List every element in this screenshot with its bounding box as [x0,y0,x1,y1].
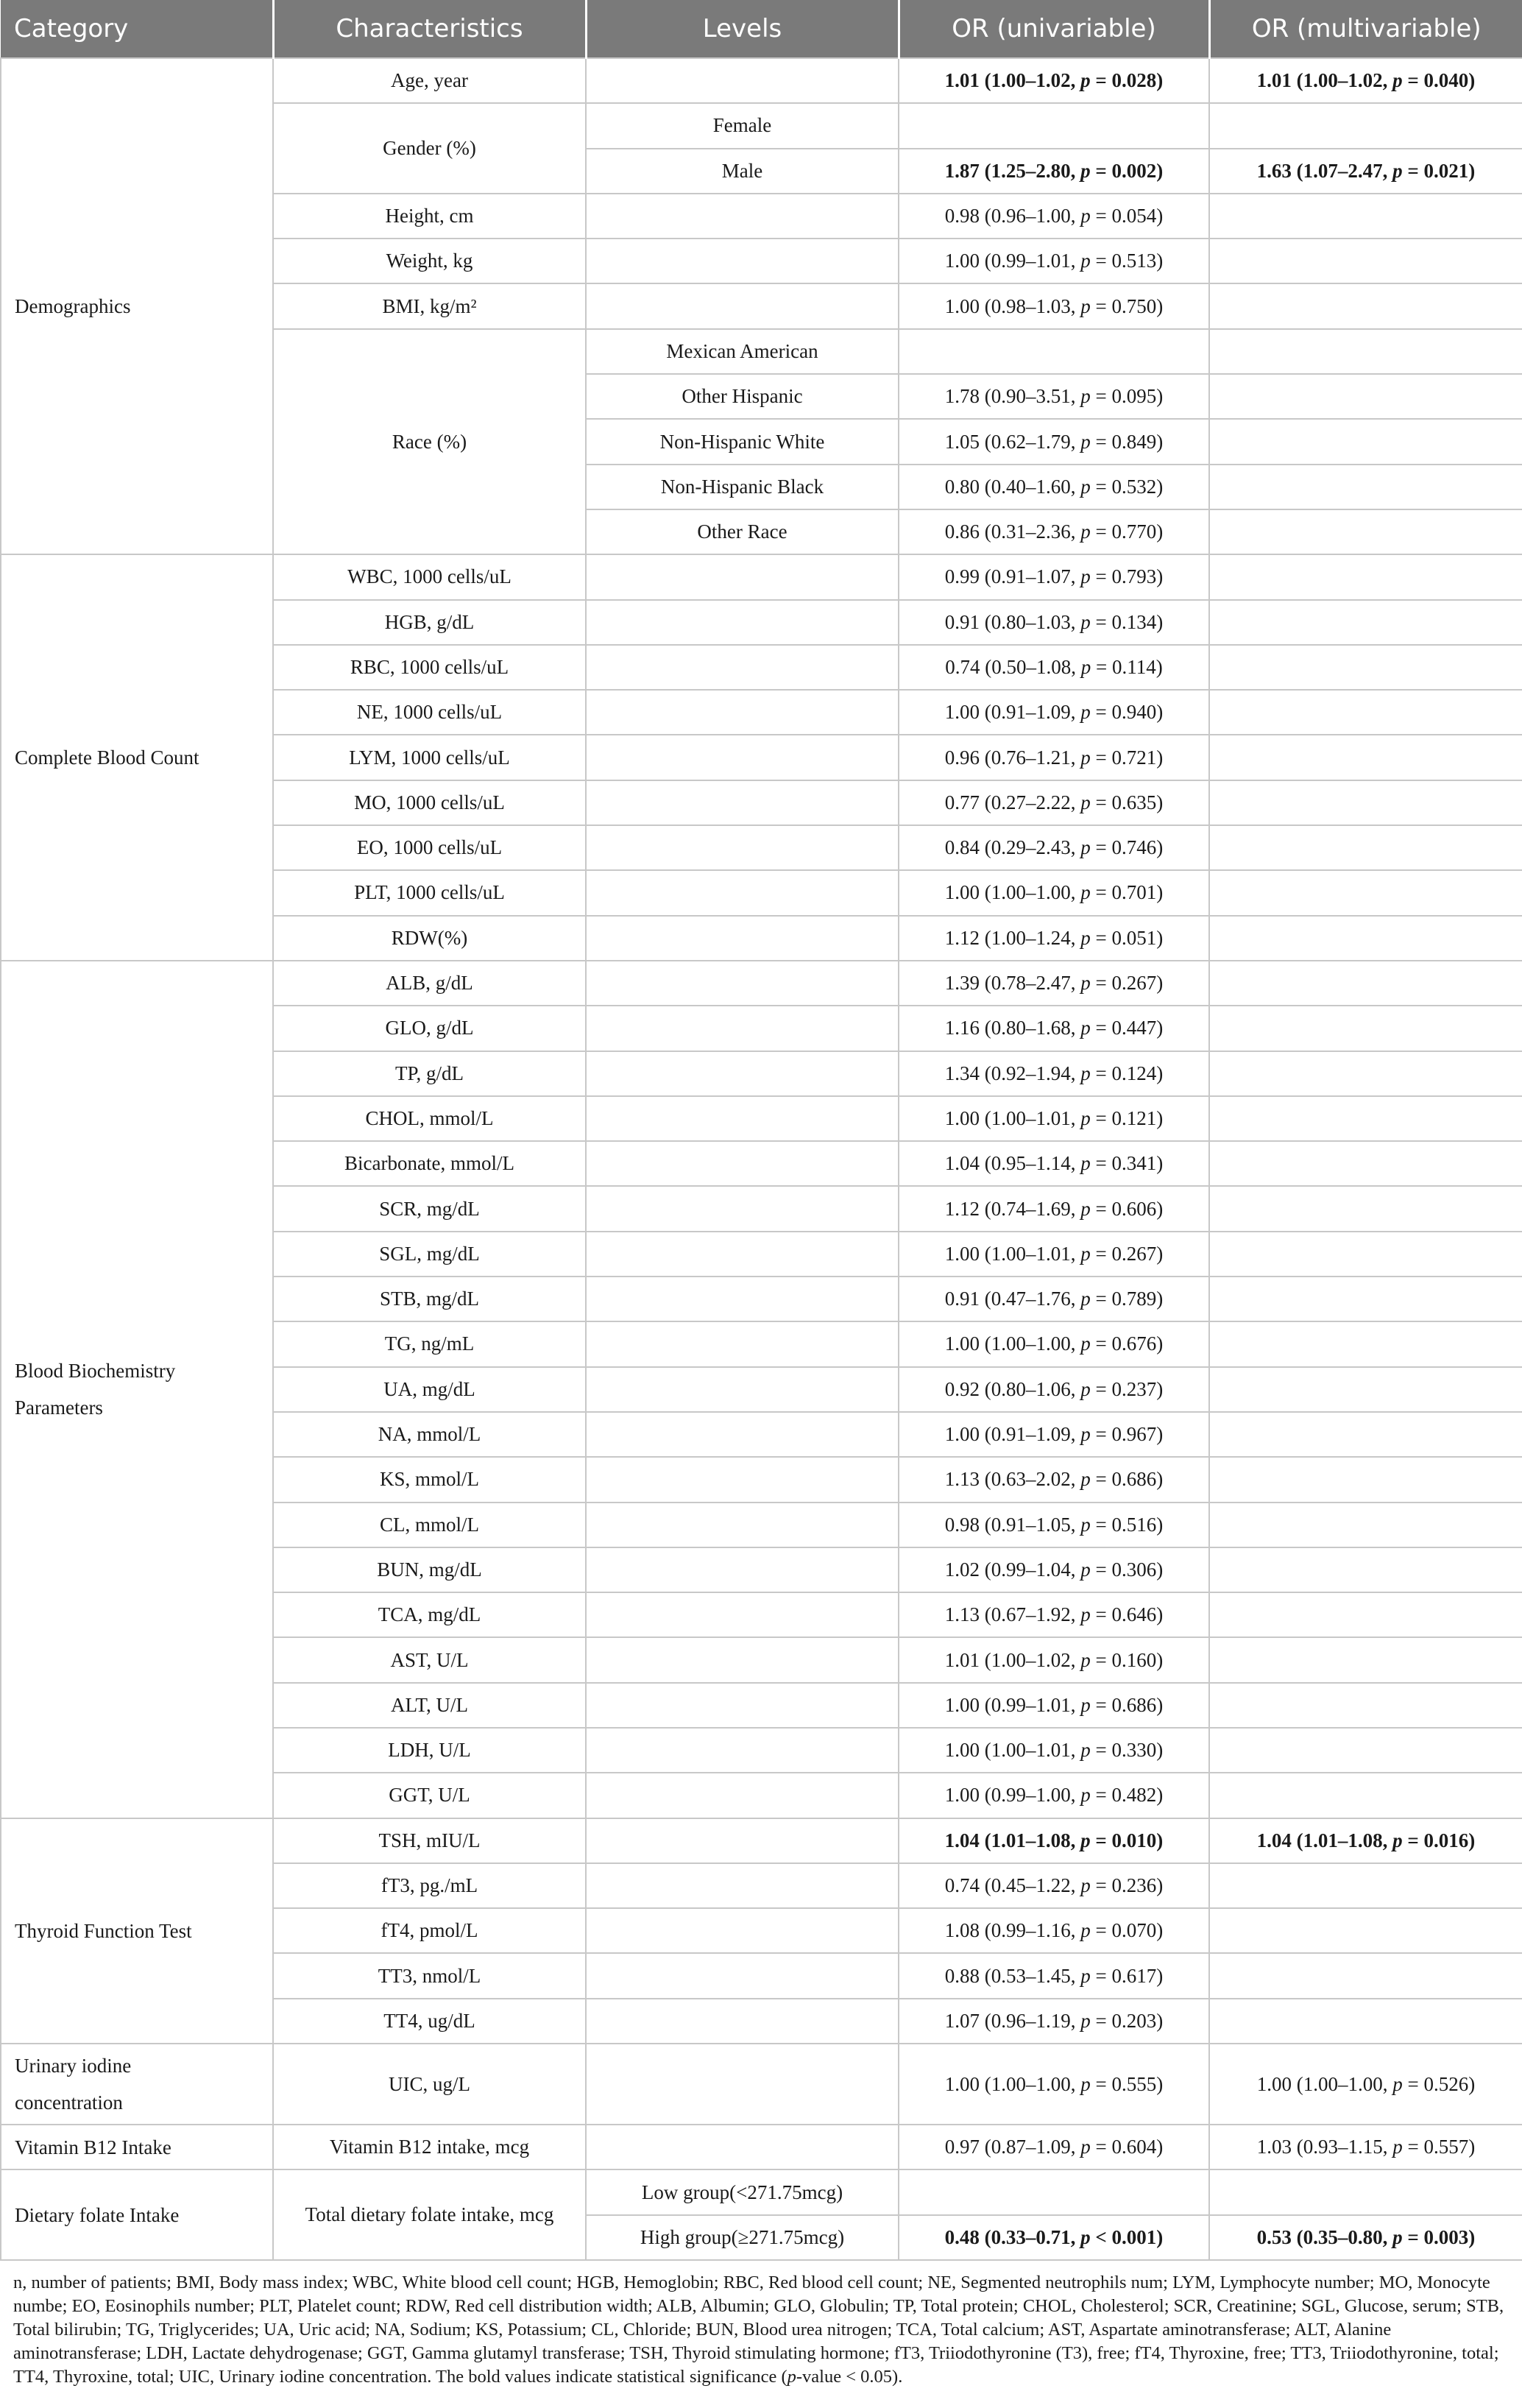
header-or-univariable: OR (univariable) [899,0,1209,58]
table-row [1,58,1522,103]
level [586,1006,899,1051]
level [586,1818,899,1863]
table-row [1,2125,1522,2169]
or-univariable: 1.13 (0.63–2.02, p = 0.686) [899,1457,1209,1502]
table-row [1,554,1522,599]
category-vitamin-b12: Vitamin B12 Intake [1,2125,273,2169]
level: Other Hispanic [586,374,899,419]
level: Other Race [586,509,899,554]
or-multivariable [1209,374,1522,419]
or-univariable: 1.78 (0.90–3.51, p = 0.095) [899,374,1209,419]
level [586,1141,899,1186]
or-univariable: 1.16 (0.80–1.68, p = 0.447) [899,1006,1209,1051]
level [586,690,899,735]
or-univariable: 1.00 (0.99–1.01, p = 0.686) [899,1683,1209,1728]
level: Female [586,103,899,148]
level: Non-Hispanic Black [586,465,899,509]
or-univariable: 0.88 (0.53–1.45, p = 0.617) [899,1953,1209,1998]
or-multivariable [1209,1999,1522,2044]
or-univariable: 1.00 (1.00–1.00, p = 0.555) [899,2044,1209,2125]
or-univariable: 1.12 (1.00–1.24, p = 0.051) [899,916,1209,961]
characteristic: PLT, 1000 cells/uL [273,870,586,915]
category-demographics: Demographics [1,58,273,554]
characteristic: TT4, ug/dL [273,1999,586,2044]
or-multivariable: 1.63 (1.07–2.47, p = 0.021) [1209,149,1522,194]
level [586,1999,899,2044]
characteristic: Gender (%) [273,103,586,194]
characteristic: Height, cm [273,194,586,239]
or-univariable: 0.92 (0.80–1.06, p = 0.237) [899,1367,1209,1412]
level [586,58,899,103]
or-univariable: 1.01 (1.00–1.02, p = 0.028) [899,58,1209,103]
level: Mexican American [586,329,899,374]
or-univariable [899,103,1209,148]
or-univariable: 1.87 (1.25–2.80, p = 0.002) [899,149,1209,194]
or-multivariable [1209,1367,1522,1412]
or-multivariable [1209,419,1522,464]
characteristic: Vitamin B12 intake, mcg [273,2125,586,2169]
characteristic: UA, mg/dL [273,1367,586,1412]
or-multivariable [1209,916,1522,961]
table-row [1,2169,1522,2214]
or-univariable: 0.96 (0.76–1.21, p = 0.721) [899,735,1209,780]
level [586,1592,899,1637]
level [586,870,899,915]
level [586,1953,899,1998]
or-multivariable [1209,103,1522,148]
footnote-p-italic: p [787,2366,796,2387]
level [586,1096,899,1141]
or-multivariable [1209,690,1522,735]
or-univariable: 1.00 (1.00–1.00, p = 0.676) [899,1321,1209,1366]
category-urinary-iodine [1,2044,273,2125]
or-univariable: 1.00 (0.99–1.00, p = 0.482) [899,1773,1209,1818]
header-or-multivariable: OR (multivariable) [1209,0,1522,58]
characteristic: Age, year [273,58,586,103]
or-univariable: 0.77 (0.27–2.22, p = 0.635) [899,780,1209,825]
or-univariable: 0.74 (0.45–1.22, p = 0.236) [899,1863,1209,1908]
level [586,2125,899,2169]
or-multivariable [1209,1637,1522,1682]
table-footnote [0,2261,1522,2389]
or-univariable: 0.98 (0.91–1.05, p = 0.516) [899,1503,1209,1547]
or-multivariable [1209,1006,1522,1051]
level: Low group(<271.75mcg) [586,2169,899,2214]
or-multivariable [1209,1728,1522,1773]
characteristic: Total dietary folate intake, mcg [273,2169,586,2260]
level [586,1863,899,1908]
level [586,1547,899,1592]
or-univariable: 1.39 (0.78–2.47, p = 0.267) [899,961,1209,1006]
or-multivariable: 1.00 (1.00–1.00, p = 0.526) [1209,2044,1522,2125]
characteristic: BUN, mg/dL [273,1547,586,1592]
characteristic: RBC, 1000 cells/uL [273,645,586,690]
level [586,1277,899,1321]
or-univariable: 1.34 (0.92–1.94, p = 0.124) [899,1051,1209,1096]
or-multivariable: 0.53 (0.35–0.80, p = 0.003) [1209,2215,1522,2260]
characteristic: RDW(%) [273,916,586,961]
or-multivariable [1209,1232,1522,1277]
or-multivariable [1209,1683,1522,1728]
footnote-text: n, number of patients; BMI, Body mass index; WBC, White blood cell count; HGB, Hemoglobin; RBC, Red blood cell count; NE, Segmented neutrophils num; LYM, Lymphocyte number; MO, Monocyte numbe; EO, Eosinophils number; PLT, Platelet count; RDW, Red cell distribution width; ALB, Albumin; GLO, Globulin; TP, Total protein; CHOL, Cholesterol; SCR, Creatinine; SGL, Glucose, serum; STB, Total bilirubin; TG, Triglycerides; UA, Uric acid; NA, Sodium; KS, Potassium; CL, Chloride; BUN, Blood urea nitrogen; TCA, Total calcium; AST, Aspartate aminotransferase; ALT, Alanine aminotransferase; LDH, Lactate dehydrogenase; GGT, Gamma glutamyl transferase; TSH, Thyroid stimulating hormone; fT3, Triiodothyronine (T3), free; fT4, Thyroxine, free; TT3, Triiodothyronine, total; TT4, Thyroxine, total; UIC, Urinary iodine concentration. The bold values indicate statistical significance ( [13,2272,1504,2387]
or-univariable: 0.86 (0.31–2.36, p = 0.770) [899,509,1209,554]
level [586,1051,899,1096]
or-univariable: 0.74 (0.50–1.08, p = 0.114) [899,645,1209,690]
or-univariable: 1.01 (1.00–1.02, p = 0.160) [899,1637,1209,1682]
characteristic: UIC, ug/L [273,2044,586,2125]
level [586,825,899,870]
characteristic: CL, mmol/L [273,1503,586,1547]
characteristic: NE, 1000 cells/uL [273,690,586,735]
characteristic: KS, mmol/L [273,1457,586,1502]
or-univariable: 1.05 (0.62–1.79, p = 0.849) [899,419,1209,464]
characteristic: AST, U/L [273,1637,586,1682]
level [586,916,899,961]
or-multivariable: 1.03 (0.93–1.15, p = 0.557) [1209,2125,1522,2169]
characteristic: Race (%) [273,329,586,554]
or-univariable: 0.99 (0.91–1.07, p = 0.793) [899,554,1209,599]
or-univariable: 0.98 (0.96–1.00, p = 0.054) [899,194,1209,239]
or-multivariable [1209,1321,1522,1366]
level [586,283,899,328]
or-univariable: 0.80 (0.40–1.60, p = 0.532) [899,465,1209,509]
or-multivariable [1209,780,1522,825]
or-multivariable [1209,1096,1522,1141]
characteristic: ALT, U/L [273,1683,586,1728]
or-univariable: 0.91 (0.47–1.76, p = 0.789) [899,1277,1209,1321]
or-multivariable [1209,2169,1522,2214]
level: Male [586,149,899,194]
level [586,1773,899,1818]
level [586,1321,899,1366]
category-dietary-folate: Dietary folate Intake [1,2169,273,2260]
level [586,1637,899,1682]
or-univariable: 1.02 (0.99–1.04, p = 0.306) [899,1547,1209,1592]
or-univariable: 1.00 (1.00–1.01, p = 0.267) [899,1232,1209,1277]
characteristic: Bicarbonate, mmol/L [273,1141,586,1186]
characteristic: WBC, 1000 cells/uL [273,554,586,599]
characteristic: TG, ng/mL [273,1321,586,1366]
or-multivariable: 1.04 (1.01–1.08, p = 0.016) [1209,1818,1522,1863]
level [586,194,899,239]
category-line: concentration [15,2091,123,2114]
or-univariable: 1.00 (1.00–1.01, p = 0.330) [899,1728,1209,1773]
table-row [1,1818,1522,1863]
or-multivariable [1209,465,1522,509]
level [586,1683,899,1728]
or-univariable: 1.00 (0.98–1.03, p = 0.750) [899,283,1209,328]
or-multivariable [1209,283,1522,328]
header-row [1,0,1522,58]
or-univariable: 0.48 (0.33–0.71, p < 0.001) [899,2215,1209,2260]
or-multivariable [1209,1277,1522,1321]
or-univariable: 1.00 (0.91–1.09, p = 0.940) [899,690,1209,735]
level: High group(≥271.75mcg) [586,2215,899,2260]
characteristic: fT4, pmol/L [273,1908,586,1953]
characteristic: TCA, mg/dL [273,1592,586,1637]
or-multivariable [1209,1908,1522,1953]
level [586,1457,899,1502]
level [586,780,899,825]
characteristic: STB, mg/dL [273,1277,586,1321]
or-multivariable [1209,961,1522,1006]
or-multivariable [1209,1547,1522,1592]
or-univariable [899,2169,1209,2214]
category-line: Urinary iodine [15,2055,132,2077]
or-univariable: 1.04 (1.01–1.08, p = 0.010) [899,1818,1209,1863]
or-multivariable [1209,870,1522,915]
characteristic: TSH, mIU/L [273,1818,586,1863]
header-characteristics: Characteristics [273,0,586,58]
or-multivariable [1209,509,1522,554]
characteristic: HGB, g/dL [273,600,586,645]
or-multivariable [1209,1863,1522,1908]
or-univariable: 1.12 (0.74–1.69, p = 0.606) [899,1186,1209,1231]
or-multivariable [1209,1051,1522,1096]
level [586,554,899,599]
level [586,600,899,645]
or-univariable: 1.00 (0.99–1.01, p = 0.513) [899,239,1209,283]
or-multivariable [1209,194,1522,239]
header-levels: Levels [586,0,899,58]
level [586,1367,899,1412]
or-univariable: 1.00 (0.91–1.09, p = 0.967) [899,1412,1209,1457]
or-univariable: 1.00 (1.00–1.01, p = 0.121) [899,1096,1209,1141]
or-multivariable [1209,1503,1522,1547]
level [586,1908,899,1953]
level [586,1503,899,1547]
characteristic: TT3, nmol/L [273,1953,586,1998]
category-line: Parameters [15,1397,103,1419]
or-univariable [899,329,1209,374]
characteristic: GGT, U/L [273,1773,586,1818]
or-univariable: 1.08 (0.99–1.16, p = 0.070) [899,1908,1209,1953]
characteristic: EO, 1000 cells/uL [273,825,586,870]
or-multivariable [1209,1186,1522,1231]
characteristic: GLO, g/dL [273,1006,586,1051]
or-multivariable [1209,645,1522,690]
level [586,645,899,690]
level [586,1412,899,1457]
category-complete-blood-count: Complete Blood Count [1,554,273,961]
level [586,961,899,1006]
footnote-text-end: -value < 0.05). [796,2366,903,2387]
header-category: Category [1,0,273,58]
category-thyroid-function-test: Thyroid Function Test [1,1818,273,2044]
or-multivariable [1209,735,1522,780]
characteristic: LYM, 1000 cells/uL [273,735,586,780]
or-multivariable [1209,1592,1522,1637]
or-univariable: 1.04 (0.95–1.14, p = 0.341) [899,1141,1209,1186]
level [586,1232,899,1277]
characteristic: CHOL, mmol/L [273,1096,586,1141]
characteristic: SCR, mg/dL [273,1186,586,1231]
characteristic: MO, 1000 cells/uL [273,780,586,825]
characteristic: NA, mmol/L [273,1412,586,1457]
level [586,1728,899,1773]
or-univariable: 1.13 (0.67–1.92, p = 0.646) [899,1592,1209,1637]
category-line: Blood Biochemistry [15,1360,176,1383]
or-multivariable [1209,600,1522,645]
level [586,239,899,283]
level: Non-Hispanic White [586,419,899,464]
or-multivariable [1209,1141,1522,1186]
characteristic: Weight, kg [273,239,586,283]
or-multivariable [1209,329,1522,374]
characteristic: BMI, kg/m² [273,283,586,328]
or-univariable: 0.97 (0.87–1.09, p = 0.604) [899,2125,1209,2169]
characteristic: LDH, U/L [273,1728,586,1773]
or-multivariable [1209,1412,1522,1457]
or-univariable: 1.07 (0.96–1.19, p = 0.203) [899,1999,1209,2044]
or-multivariable: 1.01 (1.00–1.02, p = 0.040) [1209,58,1522,103]
level [586,735,899,780]
characteristic: TP, g/dL [273,1051,586,1096]
characteristic: fT3, pg./mL [273,1863,586,1908]
table-row [1,961,1522,1006]
or-univariable: 1.00 (1.00–1.00, p = 0.701) [899,870,1209,915]
characteristic: SGL, mg/dL [273,1232,586,1277]
or-univariable: 0.84 (0.29–2.43, p = 0.746) [899,825,1209,870]
table-row [1,2044,1522,2125]
or-multivariable [1209,825,1522,870]
or-multivariable [1209,1773,1522,1818]
or-multivariable [1209,554,1522,599]
or-multivariable [1209,1953,1522,1998]
category-blood-biochemistry [1,961,273,1818]
or-multivariable [1209,1457,1522,1502]
characteristic: ALB, g/dL [273,961,586,1006]
or-multivariable [1209,239,1522,283]
level [586,1186,899,1231]
level [586,2044,899,2125]
or-univariable: 0.91 (0.80–1.03, p = 0.134) [899,600,1209,645]
